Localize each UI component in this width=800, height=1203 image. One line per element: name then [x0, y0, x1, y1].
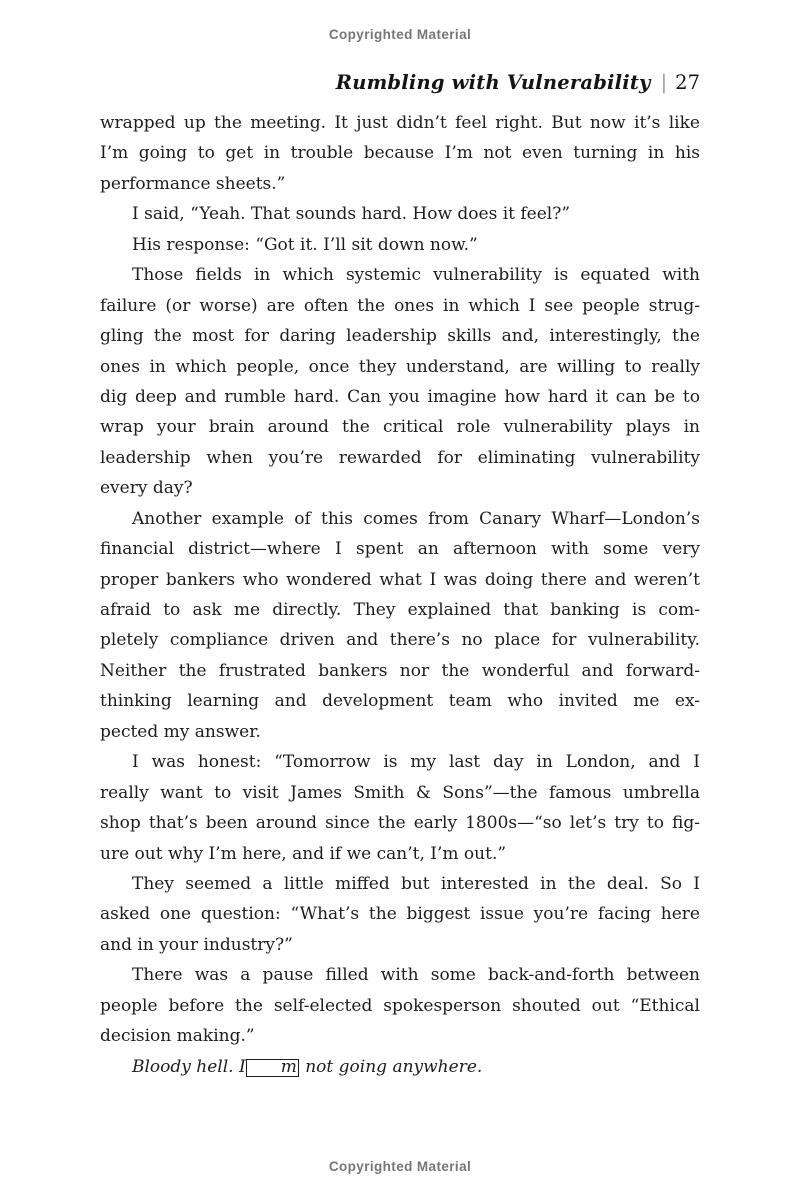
paragraph — [100, 504, 700, 748]
text-line: Another example of this comes from Canary Wharf—London’s — [132, 508, 700, 529]
text-line: decision making.” — [100, 1026, 255, 1047]
page-body-text — [100, 108, 700, 1082]
paragraph — [100, 108, 700, 199]
chapter-title: Rumbling with Vulnerability — [335, 71, 651, 94]
text-line: proper bankers who wondered what I was doing there and weren’t — [100, 569, 700, 590]
text-line: and in your industry?” — [100, 934, 293, 955]
text-line: pected my answer. — [100, 721, 261, 742]
text-line: Those fields in which systemic vulnerability is equated with — [132, 265, 700, 286]
text-segment: Bloody hell. I — [132, 1056, 246, 1077]
text-line: There was a pause filled with some back-and-forth between — [132, 965, 700, 986]
text-line: failure (or worse) are often the ones in which I see people strug- — [100, 295, 700, 316]
text-line: His response: “Got it. I’ll sit down now.” — [132, 234, 478, 255]
text-line: really want to visit James Smith & Sons”—the famous umbrella — [100, 782, 700, 803]
text-line: thinking learning and development team who invited me ex- — [100, 691, 700, 712]
text-line: ure out why I’m here, and if we can’t, I’m out.” — [100, 843, 507, 864]
text-segment: not going anywhere. — [299, 1056, 483, 1077]
text-line: gling the most for daring leadership skills and, interestingly, the — [100, 326, 700, 347]
paragraph — [100, 260, 700, 504]
paragraph — [100, 869, 700, 960]
text-line: afraid to ask me directly. They explained that banking is com- — [100, 600, 700, 620]
text-line — [100, 1052, 700, 1082]
paragraph — [100, 199, 700, 229]
text-line: wrap your brain around the critical role vulnerability plays in — [100, 417, 700, 438]
paragraph — [100, 747, 700, 869]
text-line: pletely compliance driven and there’s no place for vulnerability. — [100, 630, 700, 651]
paragraph — [100, 960, 700, 1051]
text-line: performance sheets.” — [100, 173, 286, 194]
text-line: ones in which people, once they understand, are willing to really — [100, 356, 700, 377]
text-line: leadership when you’re rewarded for eliminating vulnerability — [100, 447, 700, 468]
text-line: wrapped up the meeting. It just didn’t feel right. But now it’s like — [100, 113, 700, 133]
text-line: asked one question: “What’s the biggest issue you’re facing here — [100, 904, 700, 925]
text-line: dig deep and rumble hard. Can you imagine how hard it can be to — [100, 386, 700, 407]
header-separator: | — [660, 71, 668, 94]
text-line: shop that’s been around since the early 1800s—“so let’s try to fig- — [100, 813, 700, 834]
text-line: financial district—where I spent an afternoon with some very — [100, 539, 700, 560]
paragraph — [100, 1052, 700, 1082]
text-line: I’m going to get in trouble because I’m not even turning in his — [100, 143, 700, 164]
copyright-watermark-top: Copyrighted Material — [328, 27, 472, 42]
text-line: I said, “Yeah. That sounds hard. How does it feel?” — [132, 204, 571, 225]
missing-glyph-box: m — [246, 1059, 299, 1077]
text-line: They seemed a little miffed but interested in the deal. So I — [132, 873, 700, 894]
text-line: I was honest: “Tomorrow is my last day in London, and I — [132, 752, 700, 773]
text-line: every day? — [100, 478, 193, 499]
paragraph — [100, 230, 700, 260]
page-number: 27 — [675, 71, 700, 94]
text-line: Neither the frustrated bankers nor the wonderful and forward- — [100, 660, 700, 681]
text-line: people before the self-elected spokesperson shouted out “Ethical — [100, 995, 700, 1016]
copyright-watermark-bottom: Copyrighted Material — [328, 1159, 472, 1174]
running-header — [100, 71, 700, 94]
